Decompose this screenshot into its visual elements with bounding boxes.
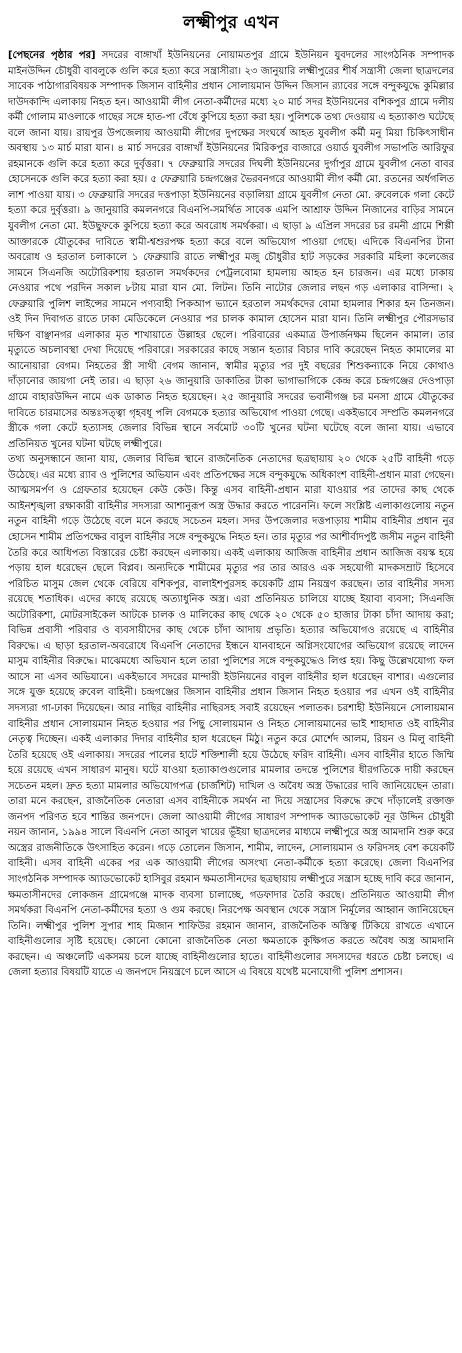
article-body <box>8 48 454 981</box>
continued-from-marker: [পেছনের পৃষ্ঠার পর] <box>8 50 96 61</box>
article-headline: লক্ষ্মীপুর এখন <box>183 13 279 33</box>
paragraph-1-text: সদরের বাঙ্গাখাঁ ইউনিয়নের নোয়ামতপুর গ্রামে ইউনিয়ন যুবদলের সাংগঠনিক সম্পাদক মাইনউদ্দিন চৌধুরী বাবলুকে গুলি করে হত্যা করে সন্ত্রাসীরা। ২৩ জানুয়ারি লক্ষ্মীপুরের শীর্ষ সন্ত্রাসী জেলা ছাত্রদলের সাবেক পাঠাগারবিষয়ক সম্পাদক জিসান বাহিনীর প্রধান সোলায়মান উদ্দিন জিসান র‍্যাবের সঙ্গে বন্দুকযুদ্ধে কুমিল্লার দাউদকান্দি এলাকায় নিহত হন। আওয়ামী লীগ নেতা-কর্মীদের মধ্যে ২০ মার্চ সদর ইউনিয়নের বশিকপুর গ্রামে দলীয় কর্মী গোলাম মাওলাকে গাছের সঙ্গে হাত-পা বেঁধে কুপিয়ে হত্যা করা হয়। পুলিশকে তথ্য দেওয়ায় এ হত্যাকাণ্ড ঘটেছে বলে জানা যায়। রায়পুর উপজেলায় আওয়ামী লীগের দুপক্ষের সংঘর্ষে আহত যুবলীগ কর্মী মনু মিয়া চিকিৎসাধীন অবস্থায় ১৩ মার্চ মারা যান। ৪ মার্চ সদরের বাঙ্গাখাঁ ইউনিয়নের মিরিকপুর বাজারে ওয়ার্ড যুবলীগ সভাপতি আরিফুর রহমানকে গুলি করে হত্যা করে দুর্বৃত্তরা। ৭ ফেব্রুয়ারি সদরের দিঘলী ইউনিয়নের দুর্গাপুর গ্রামে যুবলীগ নেতা বাবর হোসেনকে গুলি করে হত্যা করা হয়। ৫ ফেব্রুয়ারি চন্দ্রগঞ্জের ভৈরবনগরে আওয়ামী লীগ কর্মী মো. রতনের অর্ধগলিত লাশ পাওয়া যায়। ৩ ফেব্রুয়ারি সদরের দত্তপাড়া ইউনিয়নের বড়ালিয়া গ্রামে যুবলীগ নেতা মো. রুবেলকে গলা কেটে হত্যা করে দুর্বৃত্তরা। ৯ জানুয়ারি কমলনগরে বিএনপি-সমর্থিত সাবেক এমপি আশ্রাফ উদ্দিন নিজানের বাড়ির সামনে যুবলীগ নেতা মো. ইউছুফকে কুপিয়ে হত্যা করে অবরোধ সমর্থকরা। এ ছাড়া ৯ এপ্রিল সদরের চর রমনী গ্রামে শিল্পী আক্তারকে যৌতুকের দাবিতে স্বামী-শ্বশুরপক্ষ হত্যা করে বলে অভিযোগ পাওয়া গেছে। এদিকে বিএনপির টানা অবরোধ ও হরতাল চলাকালে ১ ফেব্রুয়ারি রাতে লক্ষ্মীপুর মজু চৌধুরীর হাট সড়কের সরকারি মহিলা কলেজের সামনে সিএনজি অটোরিকশায় হরতাল সমর্থকদের পেট্রলবোমা হামলায় আহত হন চারজন। এর মধ্যে ঢাকায় নেওয়ার পথে পরদিন সকাল ৮টায় মারা যান মো. লিটন। তিনি নাটোর জেলার লছন গড় এলাকার বাসিন্দা। ২ ফেব্রুয়ারি পুলিশ লাইন্সের সামনে পণ্যবাহী পিকআপ ভ্যানে হরতাল সমর্থকদের বোমা হামলার শিকার হন তিনজন। ওই দিন দিবাগত রাতে ঢাকা মেডিকেলে নেওয়ার পর চালক কামাল হোসেন মারা যান। তিনি লক্ষ্মীপুর পৌরসভার দক্ষিণ বাঞ্ছানগর এলাকার মৃত শাখায়াতে উল্লাহর ছেলে। পরিবারের একমাত্র উপার্জনক্ষম ছিলেন কামাল। তার মৃত্যুতে অচলাবস্থা দেখা দিয়েছে পরিবারে। সরকারের কাছে সন্তান হত্যার বিচার দাবি করেছেন নিহত কামালের মা আনোয়ারা বেগম। নিহতের স্ত্রী সাথী বেগম জানান, স্বামীর মৃত্যুর পর দুই বছরের শিশুকন্যাকে নিয়ে কোথাও দাঁড়ানোর জায়গা নেই তার। এ ছাড়া ২৬ জানুয়ারি ডাকাতির টাকা ভাগাভাগিকে কেন্দ্র করে চন্দ্রগঞ্জের দেওপাড়া গ্রামে বাহারউদ্দিন নামে এক ডাকাত নিহত হয়েছেন। ২৫ জানুয়ারি সদরের ভবানীগঞ্জ চর মনসা গ্রামে যৌতুকের দাবিতে চারমাসের অন্তঃসত্ত্বা গৃহবধূ পলি বেগমকে হত্যার অভিযোগ পাওয়া গেছে। একইভাবে সম্প্রতি কমলনগরে স্ত্রীকে গলা কেটে হত্যাসহ জেলার বিভিন্ন স্থানে সর্বমোট ৩০টি খুনের ঘটনা ঘটেছে বলে জানা যায়। এভাবে প্রতিনিয়ত খুনের ঘটনা ঘটছে লক্ষ্মীপুরে। <box>8 50 455 450</box>
article-paragraph-1 <box>8 48 454 452</box>
article-paragraph-2 <box>8 452 454 981</box>
paragraph-2-text: তথ্য অনুসন্ধানে জানা যায়, জেলার বিভিন্ন স্থানে রাজনৈতিক নেতাদের ছত্রছায়ায় ২০ থেকে ২৫টি বাহিনী গড়ে উঠেছে। এর মধ্যে র‍্যাব ও পুলিশের অভিযান এবং প্রতিপক্ষের সঙ্গে বন্দুকযুদ্ধে অধিকাংশ বাহিনী-প্রধান মারা গেছেন। আত্মসমর্পণ ও গ্রেফতার হয়েছেন কেউ কেউ। কিন্তু এসব বাহিনী-প্রধান মারা যাওয়ার পর তাদের কাছ থেকে আইনশৃঙ্খলা রক্ষাকারী বাহিনীর সদস্যরা আশানুরূপ অস্ত্র উদ্ধার করতে পারেননি। ফলে সংশ্লিষ্ট এলাকাগুলোয় নতুন নতুন বাহিনী গড়ে উঠেছে বলে মনে করছে সচেতন মহল। সদর উপজেলার দত্তপাড়ায় শামীম বাহিনীর প্রধান নুর হোসেন শামীম প্রতিপক্ষের বাবুল বাহিনীর সঙ্গে বন্দুকযুদ্ধে নিহত হন। তার মৃত্যুর পর আশীর্বাদপুষ্ট জসীম নতুন বাহিনী তৈরি করে আধিপত্য বিস্তারের চেষ্টা করছেন এলাকায়। একই এলাকায় আজিজ বাহিনীর প্রধান আজিজ বয়স্ক হয়ে পড়ায় হাল ধরেছেন ছেলে বিপ্লব। অন্যদিকে শামীমের মৃত্যুর পর তার আরও এক সহযোগী মাদকসম্রাট হিসেবে পরিচিত মাসুম জেল থেকে বেরিয়ে বশিকপুর, বালাইশপুরসহ কয়েকটি গ্রাম নিয়ন্ত্রণ করছেন। তার বাহিনীর সদস্য রয়েছে শতাধিক। এদের কাছে রয়েছে অত্যাধুনিক অস্ত্র। এরা প্রতিনিয়ত চালিয়ে যাচ্ছে ইয়াবা ব্যবসা; সিএনজি অটোরিকশা, মোটরসাইকেল আটকে চালক ও মালিকের কাছ থেকে ২০ থেকে ৫০ হাজার টাকা চাঁদা আদায় করা; বিভিন্ন প্রবাসী পরিবার ও ব্যবসায়ীদের কাছ থেকে চাঁদা আদায় প্রভৃতি। হত্যার অভিযোগও রয়েছে এ বাহিনীর বিরুদ্ধে। এ ছাড়া হরতাল-অবরোধে বিএনপি নেতাদের ইন্ধনে যানবাহনে অগ্নিসংযোগের অভিযোগ রয়েছে লাদেন মাসুম বাহিনীর বিরুদ্ধে। মাঝেমধ্যে অভিযান হলে তারা পুলিশের সঙ্গে বন্দুকযুদ্ধেও লিপ্ত হয়। কিছু উল্লেখযোগ্য ফল আসে না এসব অভিযানে। একইভাবে সদরের মান্দারী ইউনিয়নের বাবুল বাহিনীর হাল ধরেছেন বাশার। এগুলোর সঙ্গে যুক্ত হয়েছে রুবেল বাহিনী। চন্দ্রগঞ্জের জিসান বাহিনীর প্রধান জিসান নিহত হওয়ার পর এখন ওই বাহিনীর সদস্যরা গা-ঢাকা দিয়েছেন। আর নাছির বাহিনীর নাছিরসহ সবাই রয়েছেন পলাতক। চরশাহী ইউনিয়নে সোলায়মান বাহিনীর প্রধান সোলায়মান নিহত হওয়ার পর পিছু সোলায়মান ও নিহত সোলায়মানের ভাই শাহাদাত ওই বাহিনীর নেতৃত্ব দিচ্ছেন। একই এলাকার দিদার বাহিনীর হাল ধরেছেন মিঠু। নতুন করে মোর্শেদ আলম, রিয়ন ও মিলু বাহিনী তৈরি হয়েছে ওই এলাকায়। সদরের পালের হাটে শক্তিশালী হয়ে উঠেছে ফরিদ বাহিনী। এসব বাহিনীর হাতে জিম্মি হয়ে রয়েছে এখন সাধারণ মানুষ। ঘটে যাওয়া হত্যাকাণ্ডগুলোর মামলার তদন্তে পুলিশের ধীরগতিকে দায়ী করছেন সচেতন মহল। দ্রুত হত্যা মামলার অভিযোগপত্র (চার্জশিট) দাখিল ও অবৈধ অস্ত্র উদ্ধারের দাবি জানিয়েছেন তারা। তারা মনে করছেন, রাজনৈতিক নেতারা এসব বাহিনীকে সমর্থন না দিয়ে সন্ত্রাসের বিরুদ্ধে রুখে দাঁড়ালেই রক্তাক্ত জনপদ পরিণত হবে শান্তির জনপদে। জেলা আওয়ামী লীগের সাধারণ সম্পাদক অ্যাডভোকেট নূর উদ্দিন চৌধুরী নয়ন জানান, ১৯৯৪ সালে বিএনপি নেতা আবুল খায়ের ভূঁইয়া ছাত্রদলের মাধ্যমে লক্ষ্মীপুরে অস্ত্র আমদানি শুরু করে অস্ত্রের রাজনীতিকে উৎসাহিত করেন। গড়ে তোলেন জিসান, শামীম, লাদেন, সোলায়মান ও ফরিদসহ বেশ কয়েকটি বাহিনী। এসব বাহিনী একের পর এক আওয়ামী লীগের অসংখ্য নেতা-কর্মীকে হত্যা করেছে। জেলা বিএনপির সাংগঠনিক সম্পাদক অ্যাডভোকেট হাসিবুর রহমান ক্ষমতাসীনদের ছত্রছায়ায় লক্ষ্মীপুরে সন্ত্রাস হচ্ছে দাবি করে জানান, ক্ষমতাসীনদের লোকজন গ্রামেগঞ্জে মাদক ব্যবসা চালাচ্ছে, গডফাদার তৈরি করছে। প্রতিনিয়ত আওয়ামী লীগ সমর্থকরা বিএনপি নেতা-কর্মীদের হত্যা ও গুম করছে। নিরপেক্ষ অবস্থান থেকে সন্ত্রাস নির্মূলের আহ্বান জানিয়েছেন তিনি। লক্ষ্মীপুর পুলিশ সুপার শাহ মিজান শাফিউর রহমান জানান, রাজনৈতিক অস্তিত্ব টিকিয়ে রাখতে এখানে বাহিনীগুলোর সৃষ্টি হয়েছে। কোনো কোনো রাজনৈতিক নেতা ক্ষমতাকে কুক্ষিগত করতে অবৈধ অস্ত্র আমদানি করছেন। এ অঞ্চলেটি একসময় চলে যাচ্ছে বাহিনীগুলোর হাতে। বাহিনীগুলোর সদস্যদের ধরতে চেষ্টা চলছে। এ জেলা হত্যার বিষয়টি যাতে এ জনপদে নিয়ন্ত্রণে চলে আসে এ বিষয়ে যথেষ্ট মনোযোগী পুলিশ প্রশাসন। <box>8 454 454 979</box>
